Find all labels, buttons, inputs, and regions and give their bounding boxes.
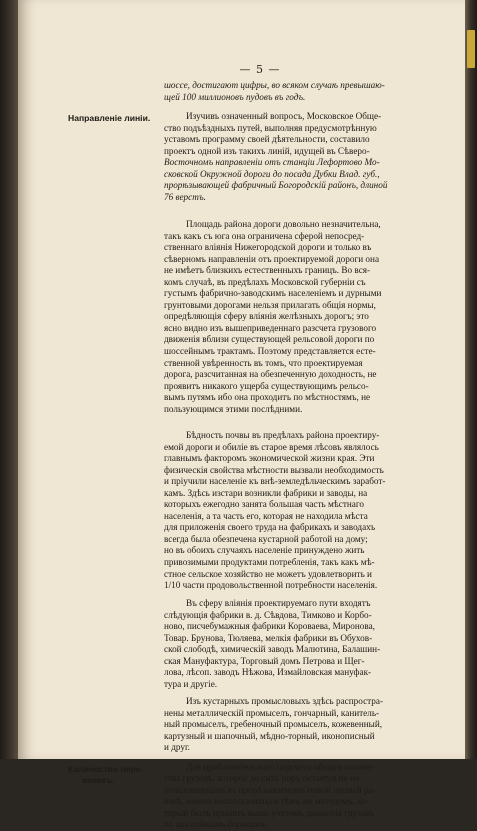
text-line: главнымъ факторомъ экономической жизни края. Эти <box>164 453 375 464</box>
text-line: лова, лѣсоп. заводъ Нѣжова, Измайловская мануфак- <box>164 667 372 678</box>
text-line: тура и другіе. <box>164 678 218 689</box>
text-line: Для приблизительнаго подсчета общаго количе- <box>186 761 375 772</box>
text-line: комъ случаѣ, въ предѣлахъ Московской губерніи съ <box>164 276 366 287</box>
text-line: торый былъ принятъ выше учетомъ движенія грузовъ <box>164 807 375 818</box>
text-line: густымъ фабрично-заводскимъ населеніемъ и дурными <box>164 288 382 299</box>
text-line: опредѣляющія сферу вліянія желѣзныхъ дорогъ; это <box>164 311 369 322</box>
text-line: камъ. Здѣсь изстари возникли фабрики и заводы, на <box>164 487 368 498</box>
book-binding <box>0 0 18 759</box>
paragraph-cargo-estimate <box>164 762 434 831</box>
text-line: сковской Окружной дороги до посада Дубки Влад. губ., <box>164 168 380 179</box>
text-line: 1/10 части продовольственной потребности населенія. <box>164 580 378 591</box>
text-line: пользующимся этими послѣдними. <box>164 403 303 414</box>
text-line: Бѣдность почвы въ предѣлахъ района проектиру- <box>186 430 380 440</box>
page-edge <box>465 0 477 759</box>
text-line: привозимыми продуктами потребленія, такъ какъ мѣ- <box>164 557 375 568</box>
text-line: всегда была обезпечена кустарной работой на дому; <box>164 533 368 544</box>
text-line: картузный и шапочный, мѣдно-торный, иконописный <box>164 730 375 741</box>
text-line: стное сельское хозяйство не можетъ удовлетворить и <box>164 568 372 579</box>
text-line: шоссе, достигают цифры, во всяком случаѣ превышаю- <box>164 80 385 90</box>
text-line: сѣверномъ направленіи отъ проектируемой дороги она <box>164 253 380 264</box>
text-line: не имѣетъ близкихъ естественныхъ границъ. Во вся- <box>164 265 371 276</box>
sidenote-line: возокъ. <box>82 775 115 786</box>
paragraph-economy <box>164 430 434 592</box>
text-line: но въ обоихъ случаяхъ населеніе принуждено жить <box>164 545 365 556</box>
text-line: и пріучили населеніе къ внѣ-земледѣльческимъ заработ- <box>164 476 386 487</box>
text-line: ской слободѣ, химическій заводъ Малютина, Балашин- <box>164 644 381 655</box>
sidenote-line: Количество пере- <box>68 763 144 774</box>
text-line: Изучивъ означенный вопросъ, Московское Обще- <box>186 111 382 121</box>
text-line: Восточномъ направленіи отъ станціи Лефортово Мо- <box>164 157 380 168</box>
paragraph-factories <box>164 598 434 690</box>
text-line: емой дороги и обиліе въ старое время лѣсовъ являлось <box>164 441 379 452</box>
text-line: уставомъ программу своей дѣятельности, составило <box>164 134 370 145</box>
text-line: щей 100 миллионовъ пудовъ въ годъ. <box>164 91 306 102</box>
text-line: слѣдующія фабрики в. д. Сѣвдова, Тимково и Корбо- <box>164 609 372 620</box>
paragraph-area <box>164 219 434 415</box>
text-line: проявитъ никакого ущерба существующимъ рельсо- <box>164 380 369 391</box>
text-line: 76 верстъ. <box>164 191 206 202</box>
text-line: ственнаго вліянія Нижегородской дороги и только въ <box>164 242 372 253</box>
sidenote-traffic-volume <box>68 764 156 787</box>
text-line: которыхъ ежегодно занята большая часть мѣстнаго <box>164 499 364 510</box>
book-page <box>18 0 465 830</box>
text-line: населенія, а та часть его, которая не находила мѣста <box>164 510 368 521</box>
text-line: движенія вблизи существующей рельсовой дороги по <box>164 334 375 345</box>
text-line: ново, писчебумажныя фабрики Короваева, Миронова, <box>164 621 375 632</box>
text-line: ская Мануфактура, Торговый домъ Петрова и Щег- <box>164 655 365 666</box>
text-line: такъ какъ съ юга она ограничена сферой непосред- <box>164 230 365 241</box>
sidenote-line-direction: Направленіе линіи. <box>68 113 151 123</box>
page-number: — 5 — <box>239 63 281 76</box>
text-line: шоссейнымъ трактамъ. Поэтому представляется есте- <box>164 346 376 357</box>
text-line: грунтовыми дорогами нельзя прилагать общія нормы, <box>164 299 376 310</box>
text-line: Въ сферу вліянія проектируемаго пути входятъ <box>186 598 371 608</box>
text-line: вымъ путямъ ибо она проходитъ по мѣстностямъ, не <box>164 392 371 403</box>
text-line: Изъ кустарныхъ промысловыхъ здѣсь распростра- <box>186 696 384 706</box>
paragraph-project <box>164 111 434 203</box>
paragraph-crafts <box>164 696 434 754</box>
bookmark-tab <box>467 30 475 68</box>
text-line: Площадь района дороги довольно незначительна, <box>186 219 381 229</box>
text-line: Товар. Брунова, Тюляева, мелкія фабрики въ Обухов- <box>164 632 373 643</box>
text-line: проектъ одной изъ такихъ линій, идущей въ Сѣверо- <box>164 145 370 156</box>
text-line: ственной увѣренность въ томъ, что проектируемая <box>164 357 363 368</box>
text-line: прорѣзывающей фабричный Богородскій районъ, длиной <box>164 180 388 191</box>
text-line: іонѣ, можно воспользоваться тѣмъ же методомъ, ко- <box>164 796 369 807</box>
text-line: физическія свойства мѣстности вызвали необходимость <box>164 464 384 475</box>
paragraph-continuation <box>164 80 434 103</box>
text-line: ный промыселъ, гребеночный промыселъ, кожевенный, <box>164 719 383 730</box>
text-line: нены металлическій промыселъ, гончарный, канитель- <box>164 707 380 718</box>
text-line: по шоссейнымъ дорогамъ. <box>164 819 267 830</box>
text-line: ства грузовъ, которое до сихъ поръ остается не из- <box>164 773 362 784</box>
text-line: пользованнымъ въ прорѣзываемомъ новой линией ра- <box>164 784 376 795</box>
text-line: ясно видно изъ вышеприведеннаго разсчета грузового <box>164 322 377 333</box>
text-line: для приложенія своего труда на фабрикахъ и заводахъ <box>164 522 376 533</box>
text-line: ство подъѣздныхъ путей, выполняя предусмотрѣнную <box>164 122 377 133</box>
text-line: дорога, разсчитанная на обезпеченную доходность, не <box>164 369 377 380</box>
text-line: и друг. <box>164 742 190 753</box>
